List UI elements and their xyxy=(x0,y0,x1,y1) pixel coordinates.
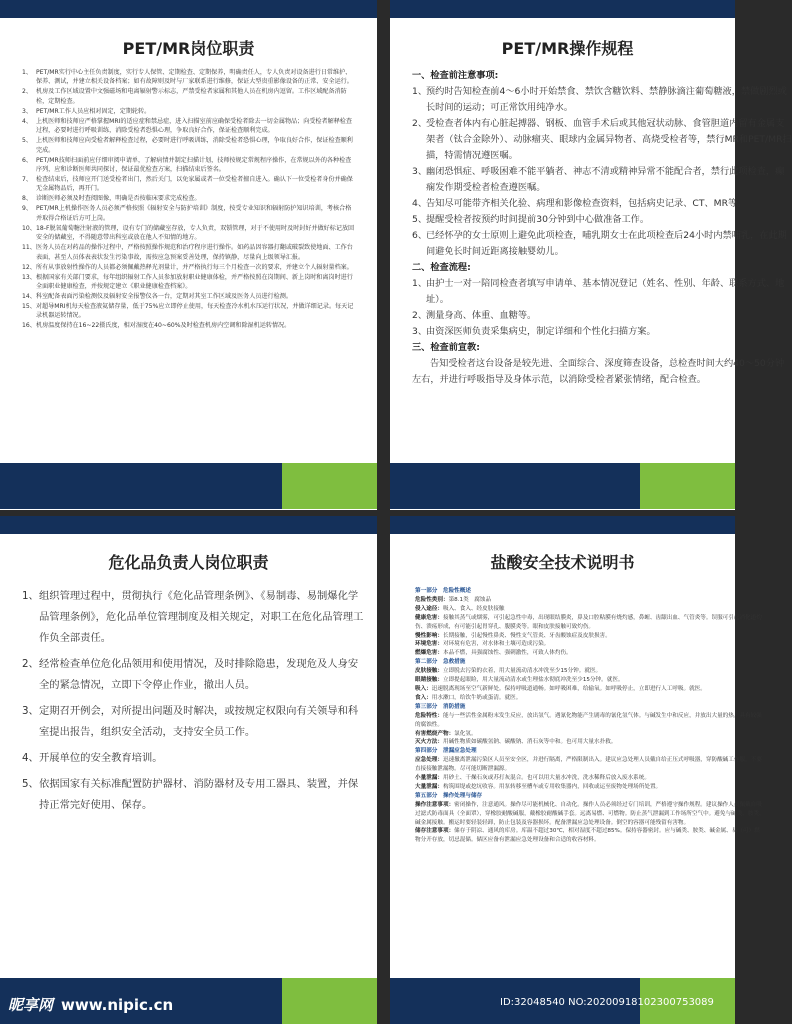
board-pet-mr-duties xyxy=(0,0,377,510)
sheet-row xyxy=(415,667,765,676)
item-number: 4、 xyxy=(22,117,32,125)
item-text: 机房温度保持在16~22摄氏度，相对湿度在40~60%及时检查机房内空调和除湿机运转情况。 xyxy=(36,322,291,330)
list-item xyxy=(22,701,367,743)
list-item xyxy=(22,292,357,301)
board-pet-mr-procedure xyxy=(390,0,792,510)
board-hazchem-duties xyxy=(0,516,377,1024)
item-text: 诊断医师必须及时查阅图像，明确是否按临床要求完成检查。 xyxy=(36,195,201,203)
bottom-bar xyxy=(0,463,377,509)
row-key: 眼睛接触： xyxy=(415,677,443,684)
sheet-row xyxy=(415,827,765,845)
sheet-row xyxy=(415,596,765,605)
site-watermark xyxy=(8,994,173,1015)
list-item xyxy=(22,243,357,262)
item-text: 机房及工作区域设置中文强磁场和电离辐射警示标志，严禁受检者家属和其他人员在机房内逗留。工作区域配备消防栓，定期检查。 xyxy=(36,88,347,105)
row-key: 慢性影响： xyxy=(415,632,443,639)
item-number: 4、 xyxy=(22,752,39,764)
row-key: 小量泄漏： xyxy=(415,775,443,782)
item-text: 预约时告知检查前4～6小时开始禁食、禁饮含糖饮料、禁静脉滴注葡萄糖液，禁做剧烈或长时间的运动；可正常饮用纯净水。 xyxy=(426,86,787,113)
item-number: 6、 xyxy=(22,156,32,164)
row-key: 燃爆危害： xyxy=(415,650,443,657)
list-item xyxy=(22,748,367,769)
item-number: 11、 xyxy=(22,244,36,252)
item-text: 组织管理过程中，贯彻执行《危化品管理条例》、《易制毒、易制爆化学品管理条例》，危化品单位管理制度及相关规定，对职工在危化品管理工作负全部责任。 xyxy=(39,590,364,644)
item-text: 根据国家有关部门要求，每年组织辐射工作人员参加放射职业健康体检，并严格按照在岗期间、新上岗时和离岗时进行全面职业健康检查，并按规定建立《职业健康检查档案》。 xyxy=(36,273,353,291)
item-text: 经常检查单位危化品领用和使用情况，及时排除隐患，发现危及人身安全的紧急情况，立即下令停止作业，撤出人员。 xyxy=(39,658,359,691)
sheet-row xyxy=(415,632,765,641)
list-item xyxy=(22,156,357,175)
item-number: 5、 xyxy=(22,778,39,790)
row-value: 能与一些活性金属粉末发生反应，放出氢气。遇氰化物能产生剧毒的氰化氢气体。与碱发生中和反应，并放出大量的热。具有较强的腐蚀性。 xyxy=(415,712,762,728)
row-value: 用砂土、干燥石灰或苏打灰混合。也可以用大量水冲洗，洗水稀释后放入废水系统。 xyxy=(442,775,650,782)
list-item xyxy=(22,302,357,321)
sheet-row xyxy=(415,605,765,614)
item-number: 1、 xyxy=(412,278,428,289)
section-heading: 第一部分 危险性概述 xyxy=(415,588,471,594)
section-heading: 一、检查前注意事项: xyxy=(412,70,499,81)
row-value: 密闭操作，注意通风。操作尽可能机械化、自动化。操作人员必须经过专门培训，严格遵守操作规程。建议操作人员佩戴自吸过滤式防毒面具（全面罩），穿橡胶耐酸碱服，戴橡胶耐酸碱手套。远离易燃、可燃物。防止蒸气泄漏到工作场所空气中。避免与碱类、胺类、碱金属接触。搬运时要轻装轻卸，防止包装及容器损坏。配备泄漏应急处理设备。倒空的容器可能残留有害物。 xyxy=(415,801,765,826)
accent-block xyxy=(282,978,377,1024)
sheet-row xyxy=(415,801,765,828)
row-value: 立即脱去污染的衣着，用大量流动清水冲洗至少15分钟。就医。 xyxy=(442,668,602,675)
accent-block xyxy=(640,463,735,509)
row-key: 吸入： xyxy=(415,685,432,692)
list-item xyxy=(412,228,792,260)
item-number: 2、 xyxy=(412,118,428,129)
watermark-logo: 昵享网 xyxy=(8,996,54,1014)
list-item xyxy=(412,116,792,164)
section-heading: 第三部分 消防措施 xyxy=(415,703,466,710)
item-text: 由资深医师负责采集病史，制定详细和个性化扫描方案。 xyxy=(426,326,656,337)
watermark-url: www.nipic.cn xyxy=(61,996,174,1014)
item-text: 上机医师和技师应向受检者解释检查过程，必要时进行呼吸训练，消除受检者恐惧心理，争取良好合作，保证检查顺利完成。 xyxy=(36,137,353,154)
row-key: 应急处理： xyxy=(415,757,443,764)
duties-list xyxy=(22,586,367,821)
section-heading: 二、检查流程: xyxy=(412,262,471,273)
item-number: 1、 xyxy=(412,86,428,97)
item-text: 上机医师和技师应严格掌握MRI的适应症和禁忌症，进入扫描室前应确保受检者除去一切金属物品；向受检者解释检查过程，必要时进行呼吸训练，消除受检者恐惧心理，争取良好合作，保证检查顺利完成。 xyxy=(36,117,352,135)
accent-block xyxy=(282,463,377,509)
list-item xyxy=(22,87,357,106)
sheet-row xyxy=(415,783,765,792)
item-text: PET/MR技师扫面前应仔细审阅申请单，了解病情并制定扫描计划，技师按规定常规程序操作，在常规以外的各种检查序列，应和诊断医师共同探讨，保证最优检查方案，扫描结束后签名。 xyxy=(36,156,352,174)
list-item xyxy=(22,586,367,649)
row-value: 氯化氢。 xyxy=(454,730,477,737)
section-heading: 第四部分 泄漏应急处理 xyxy=(415,748,477,755)
item-text: 开展单位的安全教育培训。 xyxy=(39,752,163,764)
row-value: 长期接触，引起慢性鼻炎、慢性支气管炎、牙齿酸蚀症及皮肤损害。 xyxy=(442,632,611,639)
item-text: 检查结束后，技师应开门送受检者出门，然后关门，以免家属或者一位受检者擅自进入。确认下一位受检者身份并确保无金属物品后，再开门。 xyxy=(36,176,353,193)
list-item xyxy=(412,84,792,116)
item-text: 对超导MRI机每天检查液氦储存量，低于75%应立即停止使用，每天检查冷水机水压运行状况，并做详细记录。每天记录机器运转情况。 xyxy=(36,303,354,320)
section-paragraph: 告知受检者这台设备是较先进、全面综合、深度筛查设备，总检查时间大约40～50分钟左右，并进行呼吸指导及身体示范，以消除受检者紧张情绪，配合检查。 xyxy=(412,358,785,385)
item-text: 已经怀孕的女士原则上避免此项检查，哺乳期女士在此项检查后24小时内禁哺乳，在此期间避免长时间近距离接触婴幼儿。 xyxy=(426,230,787,257)
list-item xyxy=(412,196,792,212)
item-text: 医务人员在对药品的操作过程中，严格按照操作规范和治疗程序进行操作。如药品因容器打翻或破裂致使地面、工作台表面，甚至人员体表表状发生污染事故，需按应急预案妥善处理，保持镇静，尽量向上级领导汇报。 xyxy=(36,244,353,261)
item-number: 3、 xyxy=(412,166,428,177)
procedure-content xyxy=(412,68,792,388)
sheet-row xyxy=(415,774,765,783)
list-item xyxy=(22,263,357,272)
list-item xyxy=(412,308,792,324)
board-title: PET/MR操作规程 xyxy=(501,39,634,58)
item-text: PET/MR实行中心主任负责制度，实行专人保管、定期检查、定期保养，明确责任人，专人负责对设备进行日常维护、保养、测试，并建立相关设备档案；如有故障则及时与厂家联系进行维修，保证大型贵重影像设备的正常、安全运行。 xyxy=(36,69,353,86)
item-number: 15、 xyxy=(22,303,36,311)
item-number: 4、 xyxy=(412,198,428,209)
row-key: 环境危害： xyxy=(415,641,443,648)
item-number: 3、 xyxy=(412,326,428,337)
section-list xyxy=(412,84,792,260)
sheet-row xyxy=(415,756,765,774)
list-item xyxy=(22,136,357,155)
list-item xyxy=(22,273,357,292)
row-value: 储存于阴凉、通风的库房。库温不超过30℃，相对湿度不超过85%。保持容器密封。应与碱类、胺类、碱金属、易（可）燃物分开存放，切忌混储。储区应备有泄漏应急处理设备和合适的收容材料。 xyxy=(415,828,760,844)
row-key: 危险性类别： xyxy=(415,596,449,603)
row-value: 对环境有危害，对水体和土壤可造成污染。 xyxy=(442,641,550,648)
item-text: PET/MR工作人员应相对固定，定期轮转。 xyxy=(36,107,151,115)
section-list xyxy=(412,276,792,340)
row-value: 用水漱口，给饮牛奶或蛋清。就医。 xyxy=(431,694,522,701)
item-text: 科室配备表面污染检测仪及辐射安全报警仪各一台，定期对其室工作区域及医务人员进行检测。 xyxy=(36,293,292,301)
row-key: 皮肤接触： xyxy=(415,668,443,675)
row-value: 构筑围堤或挖坑收容。用泵转移至槽车或专用收集器内，回收或运至废物处理场所处置。 xyxy=(442,783,662,790)
item-number: 9、 xyxy=(22,205,32,213)
item-text: 依据国家有关标准配置防护器材、消防器材及专用工器具、装置，并保持正常完好使用、保存。 xyxy=(39,778,359,811)
item-number: 7、 xyxy=(22,176,32,184)
top-bar xyxy=(0,516,377,534)
row-key: 大量泄漏： xyxy=(415,783,443,790)
item-number: 8、 xyxy=(22,195,32,203)
safety-sheet-content xyxy=(415,587,765,845)
item-text: PET/MR上机操作医务人员必须严格按照《辐射安全与防护培训》制度，按受专业知识和辐射防护知识培训，考核合格并取得合格证后方可上岗。 xyxy=(36,205,352,222)
row-value: 本品不燃，具强腐蚀性、强刺激性，可致人体灼伤。 xyxy=(442,650,572,657)
sheet-row xyxy=(415,694,765,703)
section-heading: 第五部分 操作处理与储存 xyxy=(415,792,483,799)
sheet-row xyxy=(415,640,765,649)
list-item xyxy=(412,324,792,340)
top-bar xyxy=(390,516,735,534)
item-text: 由护士一对一陪同检查者填写申请单、基本情况登记（姓名、性别、年龄、联系方式、地址）。 xyxy=(426,278,785,305)
image-id-tag: ID:32048540 NO:20200918102300753089 xyxy=(500,997,714,1008)
sheet-row xyxy=(415,649,765,658)
item-number: 3、 xyxy=(22,705,39,717)
item-number: 14、 xyxy=(22,293,36,301)
sheet-row xyxy=(415,738,765,747)
item-text: 告知尽可能带齐相关化验、病理和影像检查资料，包括病史记录、CT、MR等。 xyxy=(426,198,747,209)
row-value: 吸入、食入、经皮肤接触 xyxy=(442,605,505,612)
sheet-row xyxy=(415,685,765,694)
list-item xyxy=(412,212,792,228)
item-number: 2、 xyxy=(22,658,39,670)
item-number: 1、 xyxy=(22,590,39,602)
item-number: 12、 xyxy=(22,263,36,271)
row-value: 立即提起眼睑，用大量流动清水或生理盐水彻底冲洗至少15分钟。就医。 xyxy=(442,677,624,684)
item-number: 5、 xyxy=(22,137,32,145)
duties-list xyxy=(22,68,357,331)
row-value: 接触其蒸气或烟雾，可引起急性中毒，出现眼结膜炎，鼻及口腔粘膜有烧灼感，鼻衄、齿龈出血、气管炎等。误服可引起消化道灼伤、溃疡形成，有可能引起胃穿孔、腹膜炎等。眼和皮肤接触可致灼伤。 xyxy=(415,614,762,630)
row-key: 有害燃烧产物： xyxy=(415,730,455,737)
item-number: 3、 xyxy=(22,107,32,115)
sheet-row xyxy=(415,730,765,739)
sheet-row xyxy=(415,614,765,632)
item-text: 测量身高、体重、血糖等。 xyxy=(426,310,537,321)
list-item xyxy=(22,117,357,136)
item-number: 13、 xyxy=(22,273,36,281)
list-item xyxy=(22,321,357,330)
sheet-row xyxy=(415,712,765,730)
item-text: 提醒受检者按预约时间提前30分钟到中心做准备工作。 xyxy=(426,214,650,225)
item-number: 1、 xyxy=(22,69,32,76)
row-key: 危险特性： xyxy=(415,712,443,719)
row-key: 食入： xyxy=(415,694,432,701)
item-text: 幽闭恐惧症、呼吸困难不能平躺者、神志不清或精神异常不能配合者，禁行此项检查，癫痫发作期受检者检查遵医嘱。 xyxy=(426,166,785,193)
item-text: 受检查者体内有心脏起搏器、钢板、血管手术后或其他冠状动脉、食管胆道内留有金属支架者（钛合金除外）、动脉瘤夹、眼球内金属异物者、高烧受检者等，禁行MR和PET/MR扫描，特需情况遵医嘱。 xyxy=(426,118,792,161)
list-item xyxy=(412,164,792,196)
list-item xyxy=(22,654,367,696)
row-value: 第8.1类 腐蚀品 xyxy=(448,596,492,603)
item-number: 16、 xyxy=(22,322,36,330)
row-key: 储存注意事项： xyxy=(415,828,455,835)
item-text: 所有从事放射性操作的人员都必须佩戴热释光剂量计，并严格执行每三个月检查一次的要求，并建立个人辐射量档案。 xyxy=(36,263,353,271)
row-value: 用碱性物质如碳酸氢钠、碳酸钠、消石灰等中和。也可用大量水扑救。 xyxy=(442,739,617,746)
section-heading: 三、检查前宣教: xyxy=(412,342,480,353)
item-text: 定期召开例会，对所提出问题及时解决，或按规定权限向有关领导和科室提出报告，组织安全活动，支持安全员工作。 xyxy=(39,705,359,738)
top-bar xyxy=(0,0,377,18)
list-item xyxy=(22,204,357,223)
list-item xyxy=(22,224,357,243)
top-bar xyxy=(390,0,735,18)
section-heading: 第二部分 急救措施 xyxy=(415,659,466,666)
bottom-bar xyxy=(390,463,735,509)
list-item xyxy=(412,276,792,308)
board-hcl-safety-sheet xyxy=(390,516,765,1024)
board-title: PET/MR岗位职责 xyxy=(122,39,255,58)
item-number: 2、 xyxy=(412,310,428,321)
row-value: 迅速撤离泄漏污染区人员至安全区，并进行隔离，严格限制出入。建议应急处理人员戴自给正压式呼吸器，穿防酸碱工作服。不要直接接触泄漏物。尽可能切断泄漏源。 xyxy=(415,757,762,773)
list-item xyxy=(22,107,357,116)
item-number: 2、 xyxy=(22,88,32,96)
row-key: 灭火方法： xyxy=(415,739,443,746)
list-item xyxy=(22,68,357,87)
item-number: 10、 xyxy=(22,224,36,232)
row-key: 侵入途径： xyxy=(415,605,443,612)
row-value: 迅速脱离现场至空气新鲜处。保持呼吸道通畅。如呼吸困难，给输氧。如呼吸停止，立即进行人工呼吸。就医。 xyxy=(431,685,706,692)
row-key: 健康危害： xyxy=(415,614,443,621)
board-title: 危化品负责人岗位职责 xyxy=(108,553,269,572)
item-number: 6、 xyxy=(412,230,428,241)
row-key: 操作注意事项： xyxy=(415,801,455,808)
list-item xyxy=(22,774,367,816)
list-item xyxy=(22,175,357,194)
sheet-row xyxy=(415,676,765,685)
item-text: 18-F脱氧葡萄糖注射液的管理，设有专门的储藏室存放，专人负责，双锁管理，对于不使用时及时封好并做好标记放回安全的储藏室，不得随意带出科室或放在他人不知情的地方。 xyxy=(36,224,355,242)
item-number: 5、 xyxy=(412,214,428,225)
list-item xyxy=(22,194,357,203)
board-title: 盐酸安全技术说明书 xyxy=(490,553,635,572)
